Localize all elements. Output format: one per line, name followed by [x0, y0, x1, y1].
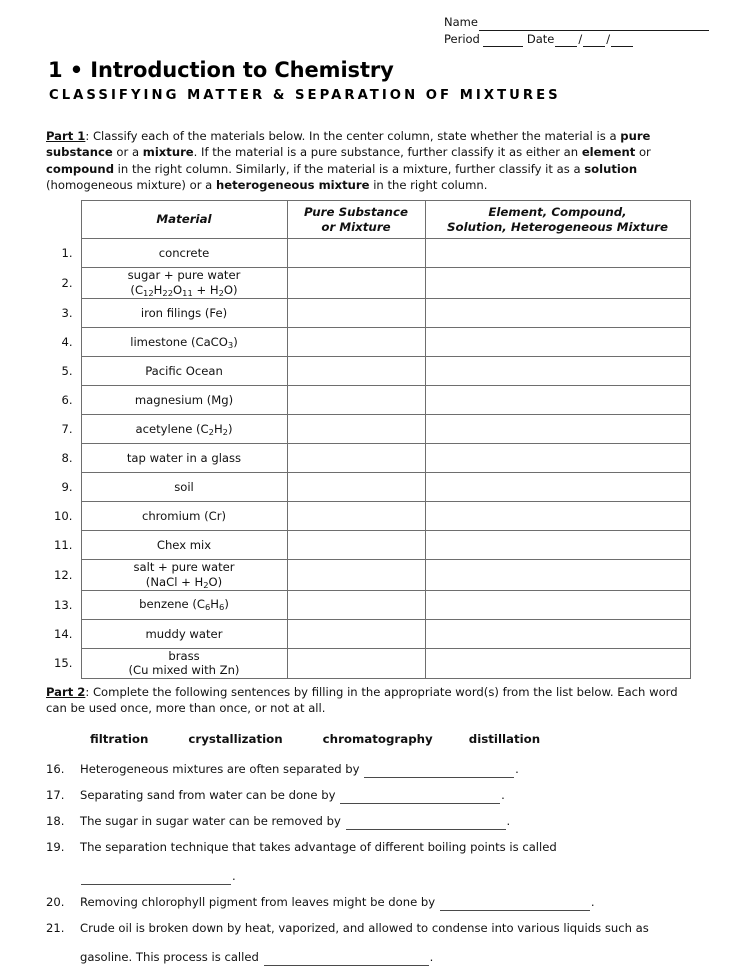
table-row — [40, 619, 690, 648]
column-header-pure-substance-or-mixture — [287, 201, 425, 239]
date-month-line[interactable] — [555, 35, 577, 47]
question-item — [46, 895, 706, 911]
element-compound-answer-cell[interactable] — [425, 386, 690, 415]
pure-substance-or-mixture-answer-cell[interactable] — [287, 268, 425, 299]
element-compound-answer-cell[interactable] — [425, 502, 690, 531]
date-year-line[interactable] — [611, 35, 633, 47]
table-body — [40, 239, 690, 678]
answer-blank-line[interactable] — [340, 792, 500, 804]
row-number: 15. — [54, 656, 73, 671]
date-day-line[interactable] — [583, 35, 605, 47]
element-compound-answer-cell[interactable] — [425, 648, 690, 678]
element-compound-answer-cell[interactable] — [425, 473, 690, 502]
material-cell: soil — [81, 473, 287, 502]
row-number: 9. — [61, 480, 73, 495]
element-compound-answer-cell[interactable] — [425, 357, 690, 386]
period-write-line[interactable] — [483, 35, 523, 47]
question-item — [46, 921, 706, 965]
pure-substance-or-mixture-answer-cell[interactable] — [287, 590, 425, 619]
table-row — [40, 415, 690, 444]
row-number: 1. — [61, 246, 73, 261]
row-number: 7. — [61, 422, 73, 437]
student-info-block — [444, 14, 709, 47]
question-number: 18. — [46, 814, 65, 829]
table-row — [40, 328, 690, 357]
pure-substance-or-mixture-answer-cell[interactable] — [287, 415, 425, 444]
row-number: 10. — [54, 509, 73, 524]
pure-substance-or-mixture-answer-cell[interactable] — [287, 473, 425, 502]
material-cell: salt + pure water (NaCl + $H_2O$) — [81, 560, 287, 591]
material-cell: limestone (CaCO$_3$) — [81, 328, 287, 357]
row-number: 8. — [61, 451, 73, 466]
row-number: 4. — [61, 335, 73, 350]
row-number: 3. — [61, 306, 73, 321]
table-row — [40, 444, 690, 473]
pure-substance-or-mixture-answer-cell[interactable] — [287, 619, 425, 648]
material-cell: muddy water — [81, 619, 287, 648]
column-header-material: Material — [81, 201, 287, 239]
material-cell: acetylene $(C_2H_2)$ — [81, 415, 287, 444]
table-row — [40, 386, 690, 415]
element-compound-answer-cell[interactable] — [425, 299, 690, 328]
name-write-line[interactable] — [479, 19, 709, 31]
pure-substance-or-mixture-answer-cell[interactable] — [287, 386, 425, 415]
question-number: 17. — [46, 788, 65, 803]
element-compound-answer-cell[interactable] — [425, 590, 690, 619]
material-cell: tap water in a glass — [81, 444, 287, 473]
question-text: Crude oil is broken down by heat, vaporized, and allowed to condense into various liquids such as gasoline. This process is called . — [80, 921, 649, 964]
pure-substance-or-mixture-answer-cell[interactable] — [287, 502, 425, 531]
material-cell: benzene $(C_6H_6)$ — [81, 590, 287, 619]
column-header-element-compound — [425, 201, 690, 239]
row-number: 11. — [54, 538, 73, 553]
element-compound-answer-cell[interactable] — [425, 619, 690, 648]
element-compound-answer-cell[interactable] — [425, 531, 690, 560]
answer-blank-line[interactable] — [81, 873, 231, 885]
material-cell: brass (Cu mixed with Zn) — [81, 648, 287, 678]
part1-instructions: Part 1: Classify each of the materials below. In the center column, state whether the material is a pure substance or a mixture. If the material is a pure substance, further classify it as either an element or compound in the right column. Similarly, if the material is a mixture, further classify it as a solution (homogeneous mixture) or a heterogeneous mixture in the right column. — [46, 129, 651, 193]
question-number: 21. — [46, 921, 65, 936]
page-subtitle: CLASSIFYING MATTER & SEPARATION OF MIXTURES — [49, 88, 561, 103]
question-number: 16. — [46, 762, 65, 776]
pure-substance-or-mixture-answer-cell[interactable] — [287, 531, 425, 560]
table-row — [40, 299, 690, 328]
name-row — [444, 14, 709, 31]
word-bank-item: filtration — [90, 732, 149, 746]
word-bank-item: distillation — [468, 732, 541, 746]
answer-blank-line[interactable] — [264, 954, 429, 966]
element-compound-answer-cell[interactable] — [425, 268, 690, 299]
pure-header-line1: Pure Substance — [304, 205, 408, 219]
table-row — [40, 268, 690, 299]
question-text: Removing chlorophyll pigment from leaves might be done by . — [80, 895, 595, 910]
table-header-row — [40, 201, 690, 239]
header-num-spacer — [40, 201, 81, 239]
period-date-row — [444, 31, 709, 48]
row-number: 2. — [61, 276, 73, 291]
elem-header-line1: Element, Compound, — [488, 205, 627, 219]
name-label: Name — [444, 15, 478, 29]
question-number: 19. — [46, 840, 65, 855]
page-title: 1 • Introduction to Chemistry — [48, 58, 394, 82]
row-number: 12. — [54, 568, 73, 583]
word-bank-item: crystallization — [188, 732, 283, 746]
pure-substance-or-mixture-answer-cell[interactable] — [287, 239, 425, 268]
question-text: The separation technique that takes advantage of different boiling points is called . — [80, 840, 557, 884]
table-row — [40, 560, 690, 591]
date-slash-1: / — [578, 31, 583, 46]
pure-substance-or-mixture-answer-cell[interactable] — [287, 357, 425, 386]
material-cell: Pacific Ocean — [81, 357, 287, 386]
answer-blank-line[interactable] — [440, 899, 590, 911]
pure-header-line2: or Mixture — [321, 219, 391, 234]
material-cell: sugar + pure water $(C_{12}H_{22}O_{11} + H_2O)$ — [81, 268, 287, 299]
question-number: 20. — [46, 895, 65, 910]
table-row — [40, 590, 690, 619]
question-item — [46, 788, 706, 804]
date-label: Date — [526, 31, 555, 46]
material-cell: iron filings (Fe) — [81, 299, 287, 328]
pure-substance-or-mixture-answer-cell[interactable] — [287, 560, 425, 591]
element-compound-answer-cell[interactable] — [425, 444, 690, 473]
question-text: Separating sand from water can be done by . — [80, 788, 505, 803]
table-row — [40, 473, 690, 502]
row-number: 6. — [61, 393, 73, 408]
answer-blank-line[interactable] — [364, 766, 514, 778]
question-text: Heterogeneous mixtures are often separated by . — [80, 762, 519, 776]
element-compound-answer-cell[interactable] — [425, 239, 690, 268]
word-bank-item: chromatography — [322, 732, 433, 746]
classify-matter-table — [40, 200, 691, 679]
table-row — [40, 239, 690, 268]
material-cell: magnesium (Mg) — [81, 386, 287, 415]
pure-substance-or-mixture-answer-cell[interactable] — [287, 648, 425, 678]
period-label: Period — [444, 31, 480, 46]
question-item — [46, 814, 706, 830]
pure-substance-or-mixture-answer-cell[interactable] — [287, 444, 425, 473]
classify-matter-table-wrap — [40, 200, 690, 679]
element-compound-answer-cell[interactable] — [425, 415, 690, 444]
question-item — [46, 762, 706, 778]
pure-substance-or-mixture-answer-cell[interactable] — [287, 299, 425, 328]
material-cell: chromium (Cr) — [81, 502, 287, 531]
word-bank — [90, 732, 540, 746]
pure-substance-or-mixture-answer-cell[interactable] — [287, 328, 425, 357]
material-cell: concrete — [81, 239, 287, 268]
elem-header-line2: Solution, Heterogeneous Mixture — [447, 219, 668, 234]
question-text: The sugar in sugar water can be removed by . — [80, 814, 511, 829]
part2-question-list — [46, 762, 706, 976]
part2-instructions: Part 2: Complete the following sentences by filling in the appropriate word(s) from the list below. Each word can be used once, more than once, or not at all. — [46, 685, 678, 716]
table-row — [40, 648, 690, 678]
date-slash-2: / — [606, 31, 611, 46]
material-cell: Chex mix — [81, 531, 287, 560]
question-item — [46, 840, 706, 884]
table-row — [40, 502, 690, 531]
answer-blank-line[interactable] — [346, 818, 506, 830]
row-number: 13. — [54, 597, 73, 612]
row-number: 14. — [54, 626, 73, 641]
element-compound-answer-cell[interactable] — [425, 560, 690, 591]
table-row — [40, 531, 690, 560]
row-number: 5. — [61, 364, 73, 379]
table-row — [40, 357, 690, 386]
element-compound-answer-cell[interactable] — [425, 328, 690, 357]
